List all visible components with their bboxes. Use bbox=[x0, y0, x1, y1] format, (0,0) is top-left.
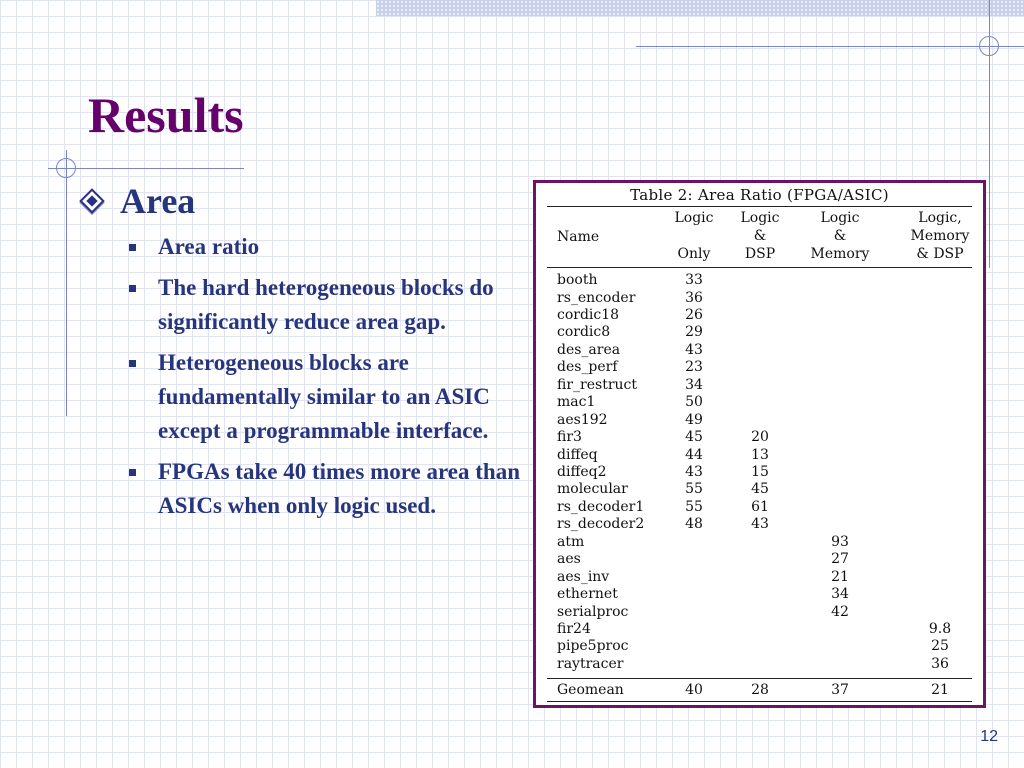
table-row bbox=[536, 289, 983, 307]
table-row bbox=[536, 341, 983, 359]
row-value: 34 bbox=[685, 376, 703, 393]
row-name: fir3 bbox=[557, 429, 582, 445]
table-row bbox=[536, 550, 983, 568]
footer-value: 40 bbox=[685, 682, 703, 698]
decor-circle-top bbox=[979, 36, 999, 56]
row-name: des_perf bbox=[557, 359, 618, 376]
row-value: 55 bbox=[685, 498, 703, 515]
header-logic-dsp bbox=[730, 209, 790, 263]
row-value: 36 bbox=[931, 655, 949, 672]
table-rule-top bbox=[547, 206, 972, 207]
row-name: atm bbox=[557, 533, 585, 550]
row-value: 50 bbox=[685, 394, 703, 411]
decor-line-left bbox=[48, 168, 244, 169]
diamond-bullet-icon bbox=[78, 187, 106, 215]
row-name: aes192 bbox=[557, 411, 608, 428]
row-name: aes_inv bbox=[557, 568, 610, 585]
footer-value: 37 bbox=[831, 682, 849, 698]
row-name: mac1 bbox=[557, 394, 596, 411]
square-bullet-icon bbox=[129, 244, 136, 251]
section-label: Area bbox=[120, 181, 196, 221]
row-value: 23 bbox=[685, 359, 703, 376]
bullet-list bbox=[128, 230, 528, 530]
row-name: rs_decoder2 bbox=[557, 516, 645, 533]
slide-title: Results bbox=[88, 87, 244, 143]
header-line: Logic bbox=[674, 210, 714, 226]
row-name: rs_decoder1 bbox=[557, 498, 645, 515]
row-value: 9.8 bbox=[928, 621, 952, 637]
table-row bbox=[536, 358, 983, 376]
row-value: 43 bbox=[685, 463, 703, 480]
header-band bbox=[376, 0, 1024, 16]
bullet-item bbox=[128, 455, 528, 523]
header-line bbox=[664, 227, 724, 245]
table-row bbox=[536, 498, 983, 516]
square-bullet-icon bbox=[129, 360, 136, 367]
bullet-item bbox=[128, 271, 528, 339]
header-line: & bbox=[753, 228, 767, 244]
header-line: Only bbox=[677, 246, 711, 262]
row-name: cordic18 bbox=[557, 306, 620, 323]
row-name: serialproc bbox=[557, 603, 629, 620]
header-logic-only bbox=[664, 209, 724, 263]
header-line: & DSP bbox=[916, 246, 964, 262]
bullet-text: Heterogeneous blocks are fundamentally similar to an ASIC except a programmable interface. bbox=[158, 350, 490, 443]
header-line: Memory bbox=[810, 246, 870, 262]
row-name: cordic8 bbox=[557, 324, 611, 341]
table-row bbox=[536, 585, 983, 603]
table-rule-header bbox=[547, 267, 972, 268]
row-value: 26 bbox=[685, 306, 703, 323]
table-row bbox=[536, 620, 983, 638]
table-row bbox=[536, 306, 983, 324]
footer-name: Geomean bbox=[557, 682, 624, 698]
row-name: aes bbox=[557, 551, 581, 568]
table-row bbox=[536, 376, 983, 394]
footer-value: 21 bbox=[931, 682, 949, 698]
header-line: Logic bbox=[740, 210, 780, 226]
header-logic-memory-dsp bbox=[894, 209, 986, 263]
row-name: des_area bbox=[557, 341, 621, 358]
table-caption: Table 2: Area Ratio (FPGA/ASIC) bbox=[630, 186, 889, 204]
table-row bbox=[536, 637, 983, 655]
header-line: Memory bbox=[910, 228, 970, 244]
header-line: & bbox=[833, 228, 847, 244]
row-value: 13 bbox=[751, 446, 769, 463]
row-value: 34 bbox=[831, 586, 849, 603]
row-name: diffeq bbox=[557, 446, 598, 463]
row-name: rs_encoder bbox=[557, 289, 636, 306]
row-value: 27 bbox=[831, 551, 849, 568]
row-value: 93 bbox=[831, 533, 849, 550]
table-row bbox=[536, 533, 983, 551]
bullet-text: Area ratio bbox=[158, 234, 260, 259]
row-value: 45 bbox=[685, 429, 703, 445]
header-name: Name bbox=[557, 229, 600, 245]
row-value: 33 bbox=[685, 272, 703, 288]
header-logic-memory bbox=[800, 209, 880, 263]
row-value: 36 bbox=[685, 289, 703, 306]
bullet-item bbox=[128, 230, 528, 264]
table-row bbox=[536, 463, 983, 481]
row-name: booth bbox=[557, 272, 598, 288]
row-value: 55 bbox=[685, 481, 703, 498]
table-row bbox=[536, 271, 983, 289]
table-row bbox=[536, 655, 983, 673]
row-value: 48 bbox=[685, 516, 703, 533]
row-name: ethernet bbox=[557, 586, 618, 603]
decor-line-left-vertical bbox=[66, 150, 67, 416]
header-line: Logic bbox=[820, 210, 860, 226]
bullet-item bbox=[128, 346, 528, 448]
table-rule-bottom bbox=[547, 701, 972, 702]
row-value: 42 bbox=[831, 603, 849, 620]
square-bullet-icon bbox=[129, 469, 136, 476]
table-row bbox=[536, 568, 983, 586]
row-name: diffeq2 bbox=[557, 463, 607, 480]
row-name: raytracer bbox=[557, 655, 624, 672]
row-value: 49 bbox=[685, 411, 703, 428]
bullet-text: FPGAs take 40 times more area than ASICs when only logic used. bbox=[158, 459, 520, 518]
row-value: 25 bbox=[931, 638, 949, 655]
square-bullet-icon bbox=[129, 285, 136, 292]
table-row bbox=[536, 515, 983, 533]
table-row bbox=[536, 603, 983, 621]
row-value: 44 bbox=[685, 446, 703, 463]
page-number: 12 bbox=[980, 728, 998, 745]
row-value: 61 bbox=[751, 498, 769, 515]
row-value: 20 bbox=[751, 429, 769, 445]
decor-line-top bbox=[636, 46, 1024, 47]
decor-circle-left bbox=[56, 158, 76, 178]
row-name: fir24 bbox=[557, 621, 591, 637]
footer-value: 28 bbox=[751, 682, 769, 698]
row-name: pipe5proc bbox=[557, 638, 629, 655]
row-value: 43 bbox=[751, 516, 769, 533]
header-line: DSP bbox=[744, 246, 776, 262]
table-row bbox=[536, 480, 983, 498]
header-line: Logic, bbox=[918, 210, 962, 226]
table-row bbox=[536, 393, 983, 411]
table-row bbox=[536, 323, 983, 341]
row-name: fir_restruct bbox=[557, 376, 637, 393]
row-name: molecular bbox=[557, 481, 628, 498]
table-footer-row bbox=[536, 681, 983, 699]
row-value: 43 bbox=[685, 341, 703, 358]
table-rule-footer bbox=[547, 678, 972, 679]
table-row bbox=[536, 428, 983, 446]
bullet-text: The hard heterogeneous blocks do significantly reduce area gap. bbox=[158, 275, 494, 334]
row-value: 15 bbox=[751, 463, 769, 480]
row-value: 29 bbox=[685, 324, 703, 341]
table-row bbox=[536, 446, 983, 464]
row-value: 45 bbox=[751, 481, 769, 498]
section-heading bbox=[78, 180, 195, 222]
row-value: 21 bbox=[831, 568, 849, 585]
table-row bbox=[536, 411, 983, 429]
area-ratio-table bbox=[533, 180, 986, 708]
